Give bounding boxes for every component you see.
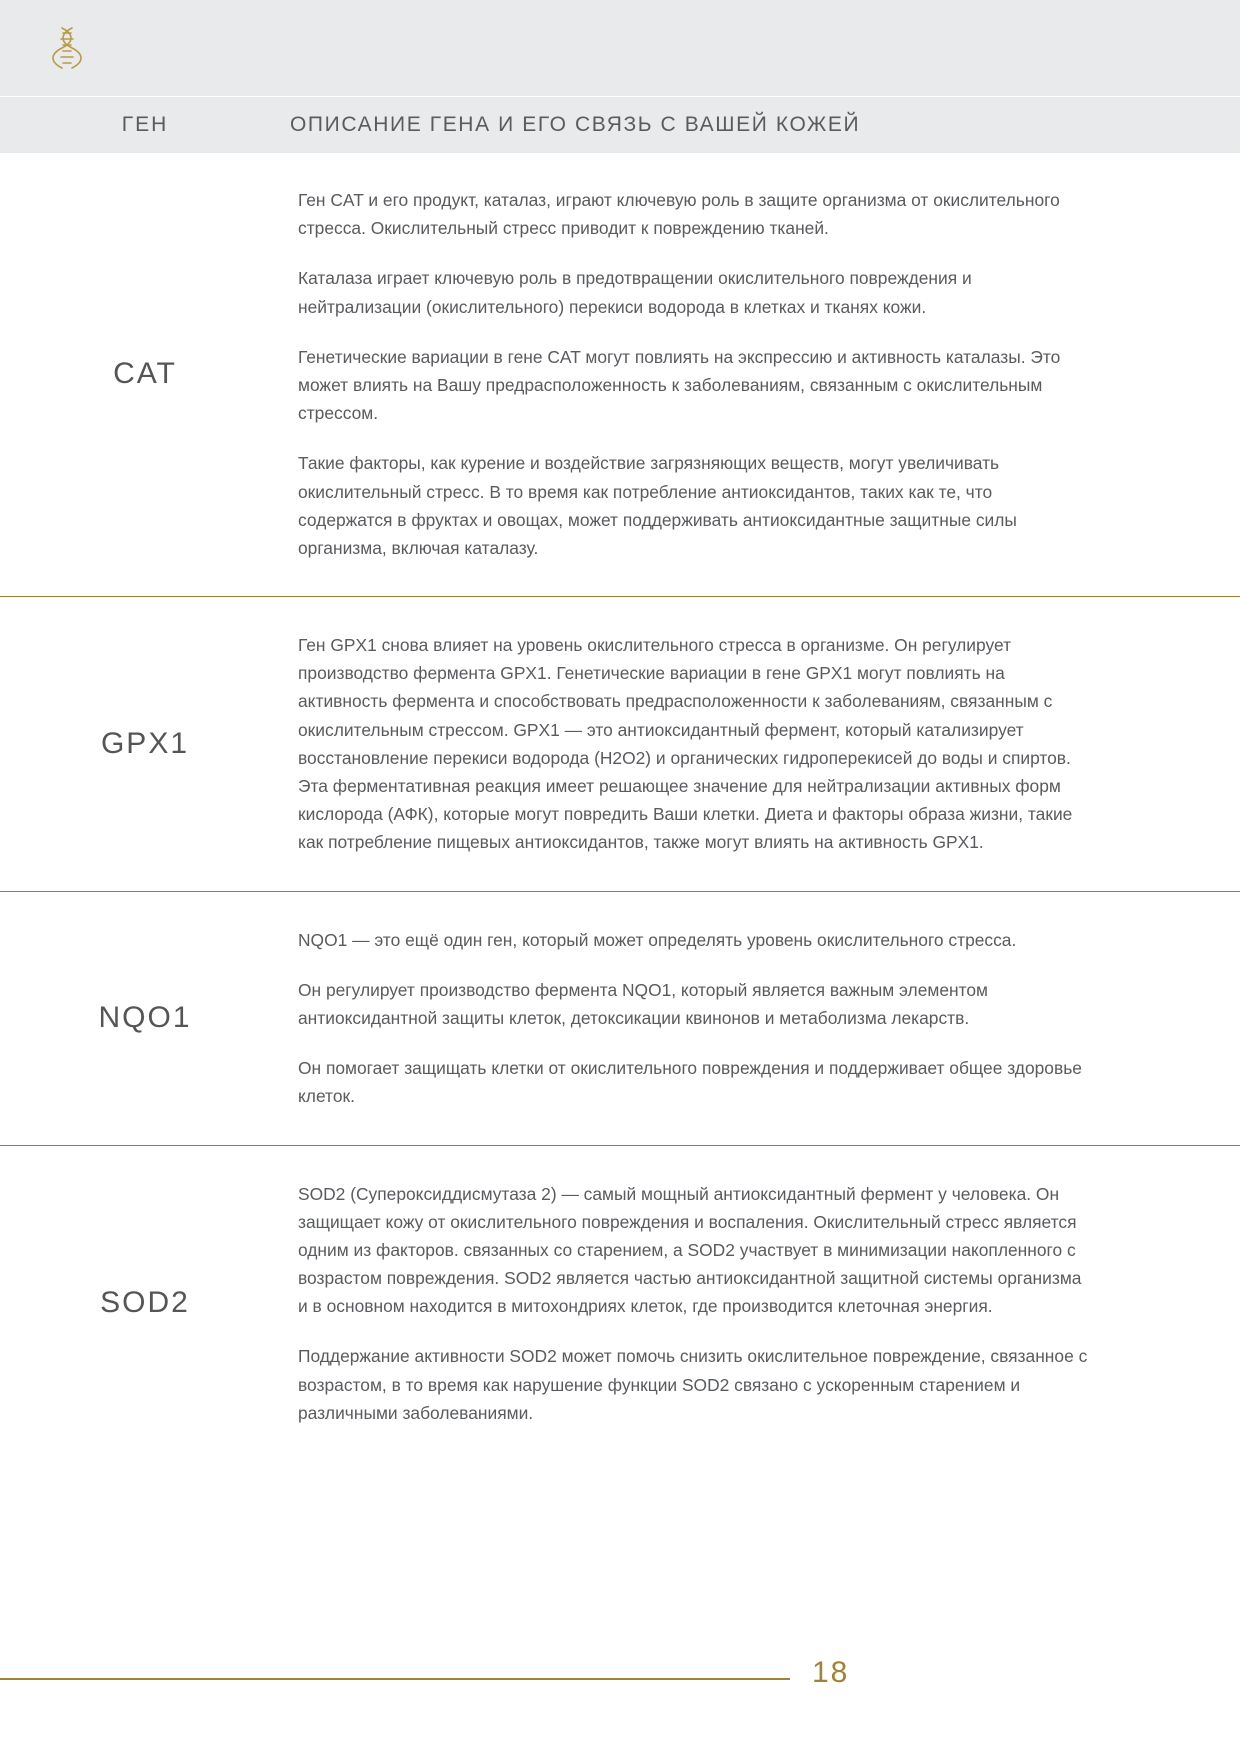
gene-description [290,892,1240,1145]
gene-name: SOD2 [100,1286,190,1320]
gene-name: CAT [113,357,177,391]
description-paragraph: Такие факторы, как курение и воздействие загрязняющих веществ, могут увеличивать окислительный стресс. В то время как потребление антиоксидантов, таких как те, что содержатся в фруктах и овощах, может поддерживать антиоксидантные защитные силы организма, включая каталазу. [298,453,1017,558]
gene-description [290,1146,1240,1462]
topbar-inner [0,0,1240,96]
description-paragraph: Он регулирует производство фермента NQO1, который является важным элементом антиоксидантной защиты клеток, детоксикации квинонов и метаболизма лекарств. [298,979,988,1028]
description-paragraph: Поддержание активности SOD2 может помочь снизить окислительное повреждение, связанное с возрастом, в то время как нарушение функции SOD2 связано с ускоренным старением и различными заболеваниями. [298,1346,1088,1423]
description-paragraph: Генетические вариации в гене CAT могут повлиять на экспрессию и активность каталазы. Это может влиять на Вашу предрасположенность к заболеваниям, связанным с окислительным стрессом. [298,346,1061,424]
page-topbar [0,0,1240,96]
table-row [0,891,1240,1145]
description-paragraph: Он помогает защищать клетки от окислительного повреждения и поддерживает общее здоровье клеток. [298,1058,1082,1107]
table-row [0,1145,1240,1462]
description-paragraph: Ген CAT и его продукт, каталаз, играют ключевую роль в защите организма от окислительного стресса. Окислительный стресс приводит к повреждению тканей. [298,190,1060,239]
description-paragraph: Каталаза играет ключевую роль в предотвращении окислительного повреждения и нейтрализации (окислительного) перекиси водорода в клетках и тканях кожи. [298,268,972,317]
description-paragraph: Ген GPX1 снова влияет на уровень окислительного стресса в организме. Он регулирует производство фермента GPX1. Генетические вариации в гене GPX1 могут повлиять на активность фермента и способствовать предрасположенности к заболеваниям, связанным с окислительным стрессом. GPX1 — это антиоксидантный фермент, который катализирует восстановление перекиси водорода (H2O2) и органических гидроперекисей до воды и спиртов. Эта ферментативная реакция имеет решающее значение для нейтрализации активных форм кислорода (АФК), которые могут повредить Ваши клетки. Диета и факторы образа жизни, такие как потребление пищевых антиоксидантов, также могут влиять на активность GPX1. [298,635,1073,853]
table-row [0,152,1240,596]
gene-description [290,152,1240,596]
column-header-description: ОПИСАНИЕ ГЕНА И ЕГО СВЯЗЬ С ВАШЕЙ КОЖЕЙ [290,113,861,136]
gene-name: GPX1 [100,726,190,760]
gene-table-body [0,152,1240,1461]
page-number: 18 [812,1656,850,1689]
column-header-gene: ГЕН [121,113,169,136]
dna-helix-icon [42,22,94,74]
page-footer [0,1638,1240,1754]
description-paragraph: SOD2 (Супероксиддисмутаза 2) — самый мощный антиоксидантный фермент у человека. Он защищает кожу от окислительного повреждения и воспаления. Окислительный стресс является одним из факторов. связанных со старением, а SOD2 участвует в минимизации накопленного с возрастом повреждения. SOD2 является частью антиоксидантной защитной системы организма и в основном находится в митохондриях клеток, где производится клеточная энергия. [298,1183,1082,1317]
gene-name: NQO1 [98,1001,192,1035]
footer-divider [0,1678,790,1680]
table-header [0,96,1240,153]
table-row [0,596,1240,891]
description-paragraph: NQO1 — это ещё один ген, который может определять уровень окислительного стресса. [298,929,1017,950]
gene-description [290,597,1240,891]
